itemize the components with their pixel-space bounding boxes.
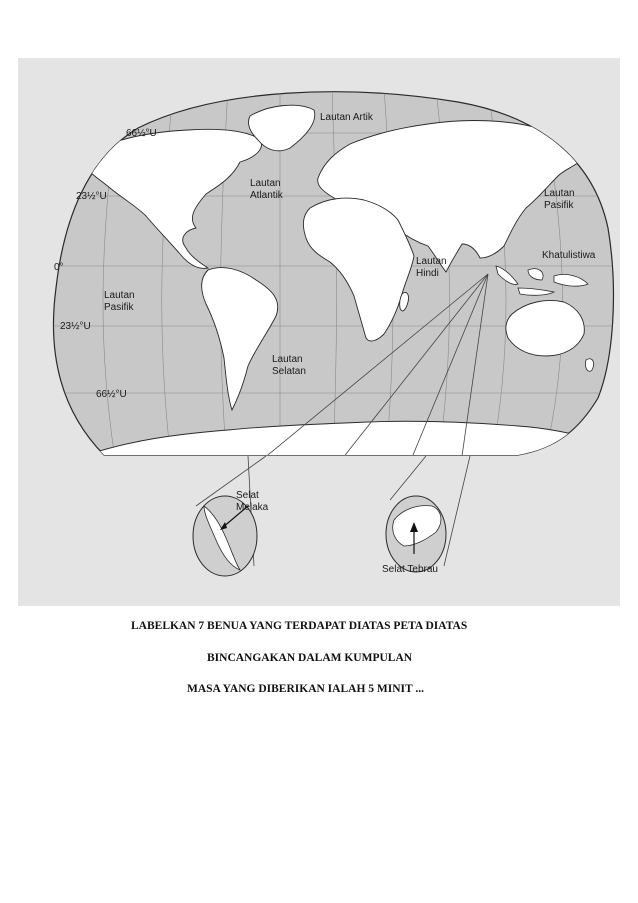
instruction-line-1: LABELKAN 7 BENUA YANG TERDAPAT DIATAS PETA DIATAS: [131, 620, 468, 632]
label-pacific-east-line2: Pasifik: [544, 200, 574, 211]
new-zealand: [585, 359, 593, 372]
label-antarctic-circle: 66½°U: [96, 389, 127, 400]
label-tropic-capricorn: 23½°U: [60, 321, 91, 332]
label-atlantic-ocean-line1: Lautan: [250, 178, 281, 189]
inset-selat-tebrau: [386, 496, 446, 572]
world-map: [18, 58, 620, 606]
label-indian-ocean-line1: Lautan: [416, 256, 447, 267]
label-pacific-west-line2: Pasifik: [104, 302, 134, 313]
instruction-line-3: MASA YANG DIBERIKAN IALAH 5 MINIT ...: [187, 683, 424, 695]
instruction-line-2: BINCANGAKAN DALAM KUMPULAN: [207, 652, 413, 664]
label-southern-ocean-line1: Lautan: [272, 354, 303, 365]
label-indian-ocean-line2: Hindi: [416, 268, 439, 279]
label-arctic-ocean: Lautan Artik: [320, 112, 373, 123]
label-equator-name: Khatulistiwa: [542, 250, 596, 261]
label-arctic-circle: 66½°U: [126, 128, 157, 139]
label-equator: 0°: [54, 262, 64, 273]
label-pacific-west-line1: Lautan: [104, 290, 135, 301]
label-atlantic-ocean-line2: Atlantik: [250, 190, 283, 201]
label-selat-melaka-line1: Selat: [236, 490, 259, 501]
label-selat-melaka-line2: Melaka: [236, 502, 269, 513]
label-southern-ocean-line2: Selatan: [272, 366, 306, 377]
label-tropic-cancer: 23½°U: [76, 191, 107, 202]
label-selat-tebrau: Selat Tebrau: [382, 564, 438, 575]
label-pacific-east-line1: Lautan: [544, 188, 575, 199]
